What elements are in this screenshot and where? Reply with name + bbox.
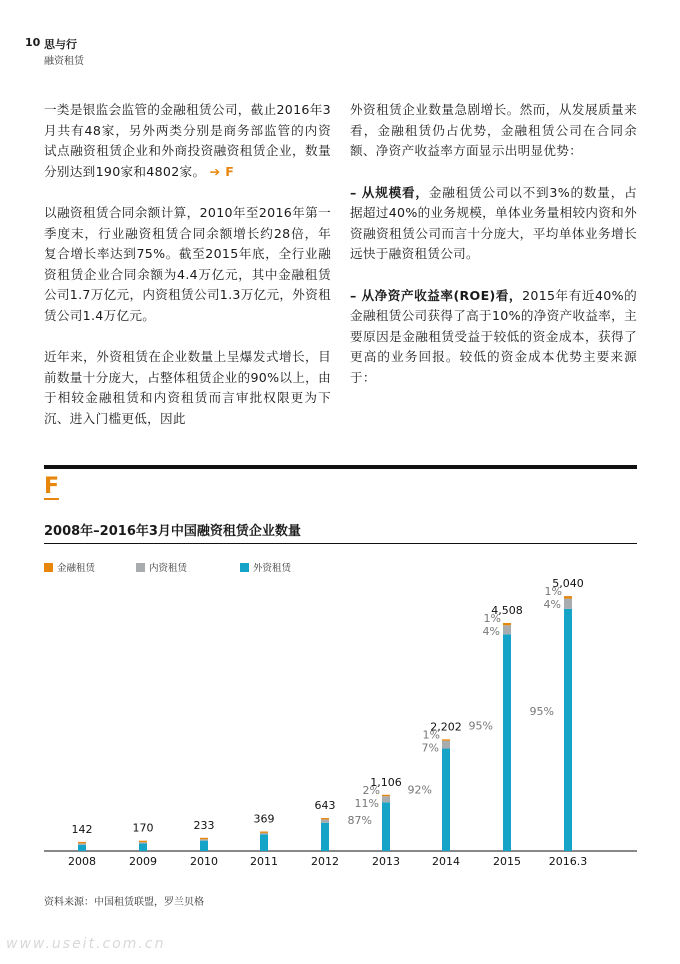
bar-segment-domestic <box>321 819 329 822</box>
paragraph-text: 2015年有近40%的金融租赁公司获得了高于10%的净资产收益率，主要原因是金融租赁受益于较低的资金成本，获得了更高的业务回报。较低的资金成本优势主要来源于： <box>350 287 638 385</box>
bar-segment-domestic <box>503 625 511 634</box>
figure-ref-link[interactable]: ➔ F <box>209 163 235 179</box>
pct-label-financial: 2% <box>362 783 380 797</box>
pct-label-foreign: 87% <box>347 813 372 827</box>
figure-letter: F <box>44 474 60 499</box>
bar-total-label: 4,508 <box>491 603 523 617</box>
bar-total-label: 369 <box>253 812 275 826</box>
bar-segment-foreign <box>260 834 268 851</box>
bar-segment-domestic <box>78 843 86 844</box>
pct-label-foreign: 95% <box>468 719 493 733</box>
x-tick-label: 2008 <box>68 855 96 868</box>
section-subtitle: 融资租赁 <box>44 56 84 67</box>
bar-segment-financial <box>503 623 511 625</box>
bar-total-label: 142 <box>71 822 93 836</box>
bar-segment-financial <box>382 795 390 796</box>
paragraph-text: 一类是银监会监管的金融租赁公司，截止2016年3月共有48家，另外两类分别是商务部监管的内资试点融资租赁企业和外商投资融资租赁企业，数量分别达到190家和4802家。 <box>44 102 331 179</box>
pct-label-domestic: 4% <box>543 598 561 612</box>
x-tick-label: 2013 <box>372 855 400 868</box>
page-number: 10 <box>25 36 41 49</box>
bar-segment-domestic <box>442 741 450 749</box>
bar-segment-financial <box>260 831 268 832</box>
paragraph-text: 金融租赁公司以不到3%的数量，占据超过40%的业务规模，单体业务量相较内资和外资融资租赁公司而言十分庞大，平均单体业务增长远快于融资租赁公司。 <box>350 184 637 261</box>
bar-segment-financial <box>564 596 572 599</box>
bar-segment-domestic <box>382 796 390 802</box>
x-tick-label: 2015 <box>493 855 521 868</box>
bar-segment-financial <box>321 818 329 819</box>
section-title: 思与行 <box>44 38 77 51</box>
x-tick-label: 2010 <box>190 855 218 868</box>
bar-total-label: 5,040 <box>552 577 584 591</box>
pct-label-foreign: 92% <box>407 783 432 797</box>
bar-total-label: 643 <box>314 799 336 813</box>
x-tick-label: 2016.3 <box>548 855 588 868</box>
bar-segment-foreign <box>382 802 390 851</box>
pct-label-domestic: 7% <box>421 741 439 755</box>
bar-segment-financial <box>200 838 208 839</box>
source-note: 资料来源：中国租赁联盟，罗兰贝格 <box>44 897 204 908</box>
pct-label-domestic: 11% <box>354 796 379 810</box>
bar-segment-foreign <box>78 845 86 851</box>
paragraph-lead: – 从净资产收益率(ROE)看， <box>350 287 523 303</box>
bar-segment-domestic <box>139 842 147 843</box>
pct-label-financial: 1% <box>422 728 440 742</box>
paragraph-text: 以融资租赁合同余额计算，2010年至2016年第一季度末，行业融资租赁合同余额增长约28倍，年复合增长率达到75%。截至2015年底，全行业融资租赁企业合同余额为4.4万亿元，其中金融租赁公司1.7万亿元，内资租赁公司1.3万亿元，外资租赁公司1.4万亿元。 <box>44 205 331 323</box>
paragraph-text: 近年来，外资租赁在企业数量上呈爆发式增长，目前数量十分庞大，占整体租赁企业的90%以上，由于相较金融租赁和内资租赁而言审批权限更为下沉、进入门槛更低，因此 <box>44 349 331 426</box>
bar-total-label: 1,106 <box>370 775 402 789</box>
chart-title: 2008年–2016年3月中国融资租赁企业数量 <box>44 524 301 539</box>
legend-label: 金融租赁 <box>57 563 96 574</box>
x-tick-label: 2012 <box>311 855 339 868</box>
bar-segment-foreign <box>442 749 450 851</box>
bar-total-label: 233 <box>193 818 215 832</box>
bar-segment-foreign <box>564 609 572 851</box>
paragraph-text: 外资租赁企业数量急剧增长。然而，从发展质量来看，金融租赁仍占优势，金融租赁公司在合同余额、净资产收益率方面显示出明显优势： <box>350 102 637 158</box>
legend-label: 外资租赁 <box>253 563 292 574</box>
bar-segment-financial <box>139 841 147 842</box>
bar-total-label: 170 <box>132 821 154 835</box>
pct-label-financial: 1% <box>483 611 501 625</box>
bar-segment-domestic <box>200 839 208 840</box>
pct-label-foreign: 95% <box>529 704 554 718</box>
bar-segment-foreign <box>503 634 511 851</box>
bar-segment-financial <box>78 842 86 843</box>
pct-label-domestic: 4% <box>482 624 500 638</box>
pct-label-financial: 1% <box>544 585 562 599</box>
bar-segment-domestic <box>564 599 572 609</box>
paragraph-lead: – 从规模看， <box>350 184 429 200</box>
bar-segment-financial <box>442 739 450 740</box>
x-tick-label: 2009 <box>129 855 157 868</box>
bar-total-label: 2,202 <box>430 720 462 734</box>
bar-segment-foreign <box>139 844 147 851</box>
legend-label: 内资租赁 <box>149 563 188 574</box>
x-tick-label: 2014 <box>432 855 460 868</box>
watermark: www.useit.com.cn <box>6 936 166 952</box>
bar-segment-foreign <box>321 823 329 851</box>
bar-segment-foreign <box>200 841 208 851</box>
bar-segment-domestic <box>260 833 268 834</box>
x-tick-label: 2011 <box>250 855 278 868</box>
